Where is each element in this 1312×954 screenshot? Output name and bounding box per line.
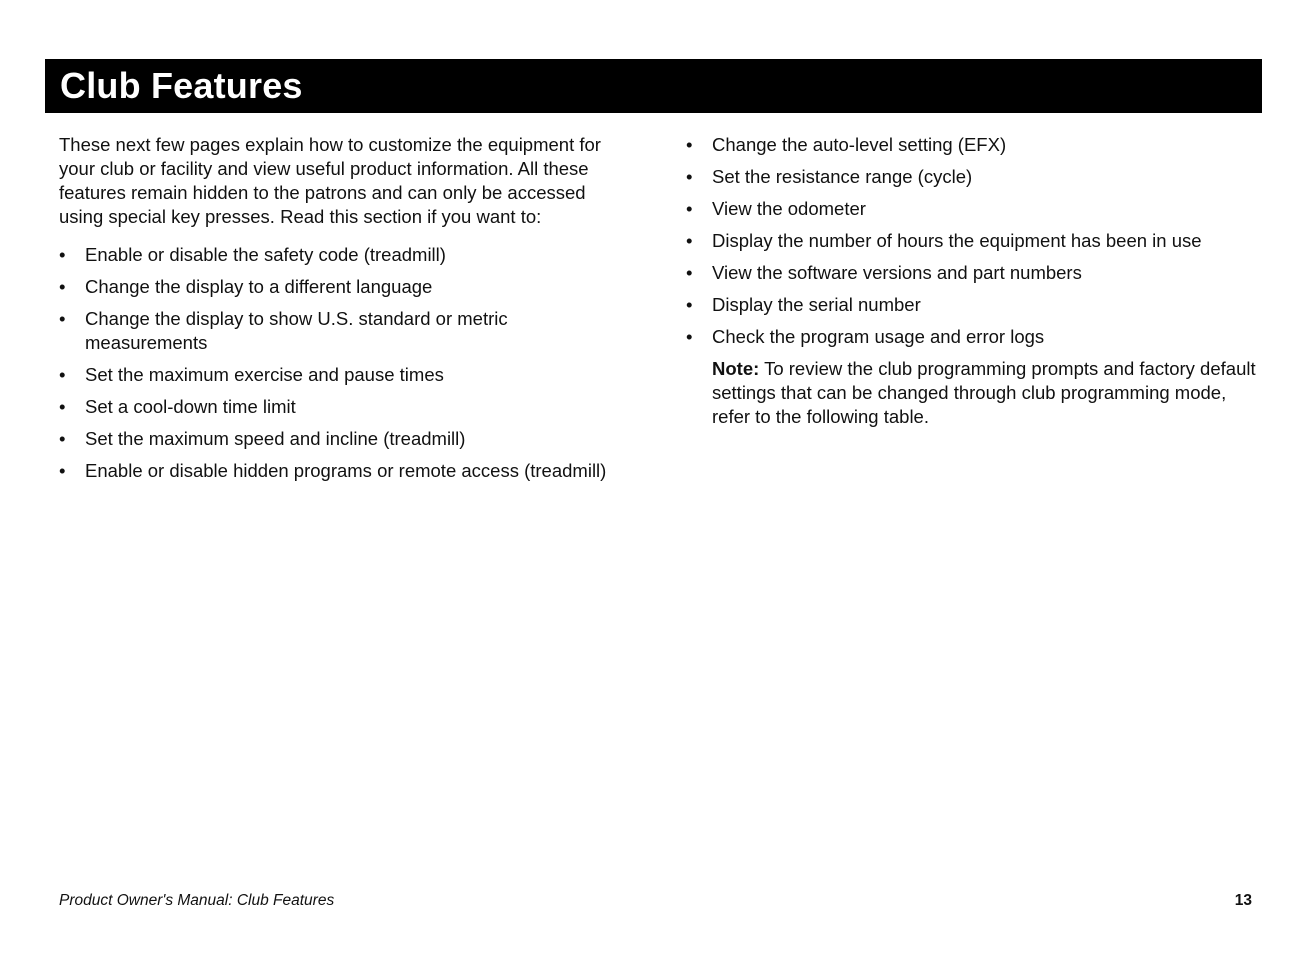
list-item-text: Display the number of hours the equipment has been in use (712, 230, 1202, 251)
list-item (686, 165, 1266, 189)
intro-paragraph: These next few pages explain how to customize the equipment for your club or facility and view useful product information. All these features remain hidden to the patrons and can only be accessed using special key presses. Read this section if you want to: (59, 134, 601, 227)
list-item (686, 261, 1266, 285)
page-title: Club Features (60, 65, 303, 106)
list-item-text: Set a cool-down time limit (85, 396, 296, 417)
list-item-text: View the odometer (712, 198, 866, 219)
list-item (686, 229, 1266, 253)
list-item (686, 293, 1266, 317)
list-item (59, 275, 634, 299)
bullet-icon: • (686, 134, 693, 155)
list-item-text: Check the program usage and error logs (712, 326, 1045, 347)
bullet-icon: • (59, 308, 66, 329)
bullet-icon: • (686, 262, 693, 283)
list-item-text: Display the serial number (712, 294, 921, 315)
bullet-icon: • (59, 244, 66, 265)
footer-document-title: Product Owner's Manual: Club Features (59, 892, 335, 909)
list-item-text: Set the maximum exercise and pause times (85, 364, 444, 385)
page-number: 13 (1234, 892, 1252, 909)
bullet-icon: • (686, 294, 693, 315)
list-item (59, 395, 634, 419)
note-paragraph (712, 357, 1266, 429)
list-item (686, 197, 1266, 221)
list-item-text: View the software versions and part numbers (712, 262, 1082, 283)
bullet-icon: • (59, 364, 66, 385)
bullet-icon: • (686, 198, 693, 219)
right-column (686, 133, 1266, 429)
left-bullet-list (59, 243, 634, 483)
list-item-text: Change the display to show U.S. standard or metric measurements (85, 308, 508, 353)
list-item (686, 133, 1266, 157)
bullet-icon: • (59, 460, 66, 481)
list-item (686, 325, 1266, 349)
bullet-icon: • (686, 230, 693, 251)
list-item (59, 459, 634, 483)
list-item-text: Change the auto-level setting (EFX) (712, 134, 1007, 155)
bullet-icon: • (686, 326, 693, 347)
list-item (59, 427, 634, 451)
note-label: Note: (712, 358, 760, 379)
list-item-text: Set the resistance range (cycle) (712, 166, 973, 187)
note-text: To review the club programming prompts and factory default settings that can be changed through club programming mode, refer to the following table. (712, 358, 1256, 427)
list-item-text: Enable or disable hidden programs or remote access (treadmill) (85, 460, 607, 481)
right-bullet-list (686, 133, 1266, 349)
left-column (59, 133, 634, 491)
bullet-icon: • (686, 166, 693, 187)
bullet-icon: • (59, 428, 66, 449)
bullet-icon: • (59, 396, 66, 417)
list-item (59, 307, 634, 355)
list-item (59, 363, 634, 387)
list-item-text: Set the maximum speed and incline (treadmill) (85, 428, 466, 449)
list-item-text: Enable or disable the safety code (treadmill) (85, 244, 446, 265)
list-item (59, 243, 634, 267)
bullet-icon: • (59, 276, 66, 297)
section-title-bar (45, 59, 1262, 113)
list-item-text: Change the display to a different language (85, 276, 433, 297)
